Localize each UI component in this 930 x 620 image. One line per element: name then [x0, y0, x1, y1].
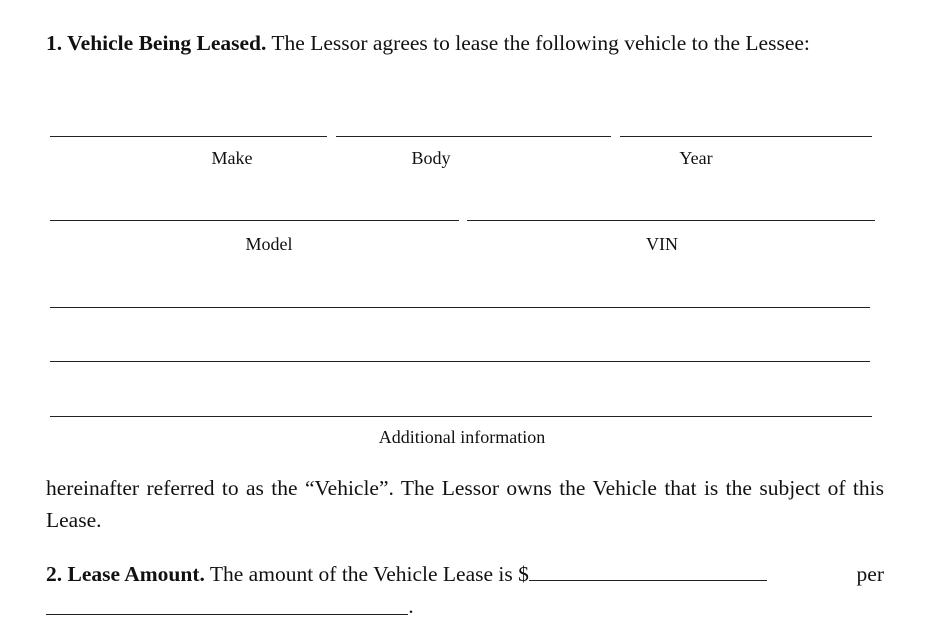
vin-blank-line[interactable] [467, 220, 875, 221]
section2-paragraph [46, 558, 884, 590]
vin-label: VIN [646, 234, 678, 254]
section2-text: The amount of the Vehicle Lease is $ [209, 562, 529, 586]
year-blank-line[interactable] [620, 136, 872, 137]
body-blank-line[interactable] [336, 136, 611, 137]
model-blank-line[interactable] [50, 220, 459, 221]
additional-info-label: Additional information [378, 427, 546, 447]
section1-tail-paragraph: hereinafter referred to as the “Vehicle”. The Lessor owns the Vehicle that is the subject of this Lease. [46, 476, 884, 532]
lease-period-blank-line[interactable] [46, 614, 408, 615]
year-label: Year [679, 148, 713, 168]
make-blank-line[interactable] [50, 136, 327, 137]
body-label: Body [411, 148, 451, 168]
additional-info-line-1[interactable] [50, 307, 870, 308]
section2-heading: 2. Lease Amount. [46, 562, 205, 586]
section1-text: The Lessor agrees to lease the following vehicle to the Lessee: [271, 31, 810, 55]
additional-info-line-3[interactable] [50, 416, 872, 417]
model-label: Model [245, 234, 293, 254]
lease-amount-blank[interactable] [529, 560, 767, 581]
per-word: per [856, 562, 884, 586]
section1-heading: 1. Vehicle Being Leased. [46, 31, 267, 55]
make-label: Make [211, 148, 253, 168]
section2-end-period: . [408, 594, 414, 618]
additional-info-line-2[interactable] [50, 361, 870, 362]
section1-paragraph [46, 27, 884, 59]
